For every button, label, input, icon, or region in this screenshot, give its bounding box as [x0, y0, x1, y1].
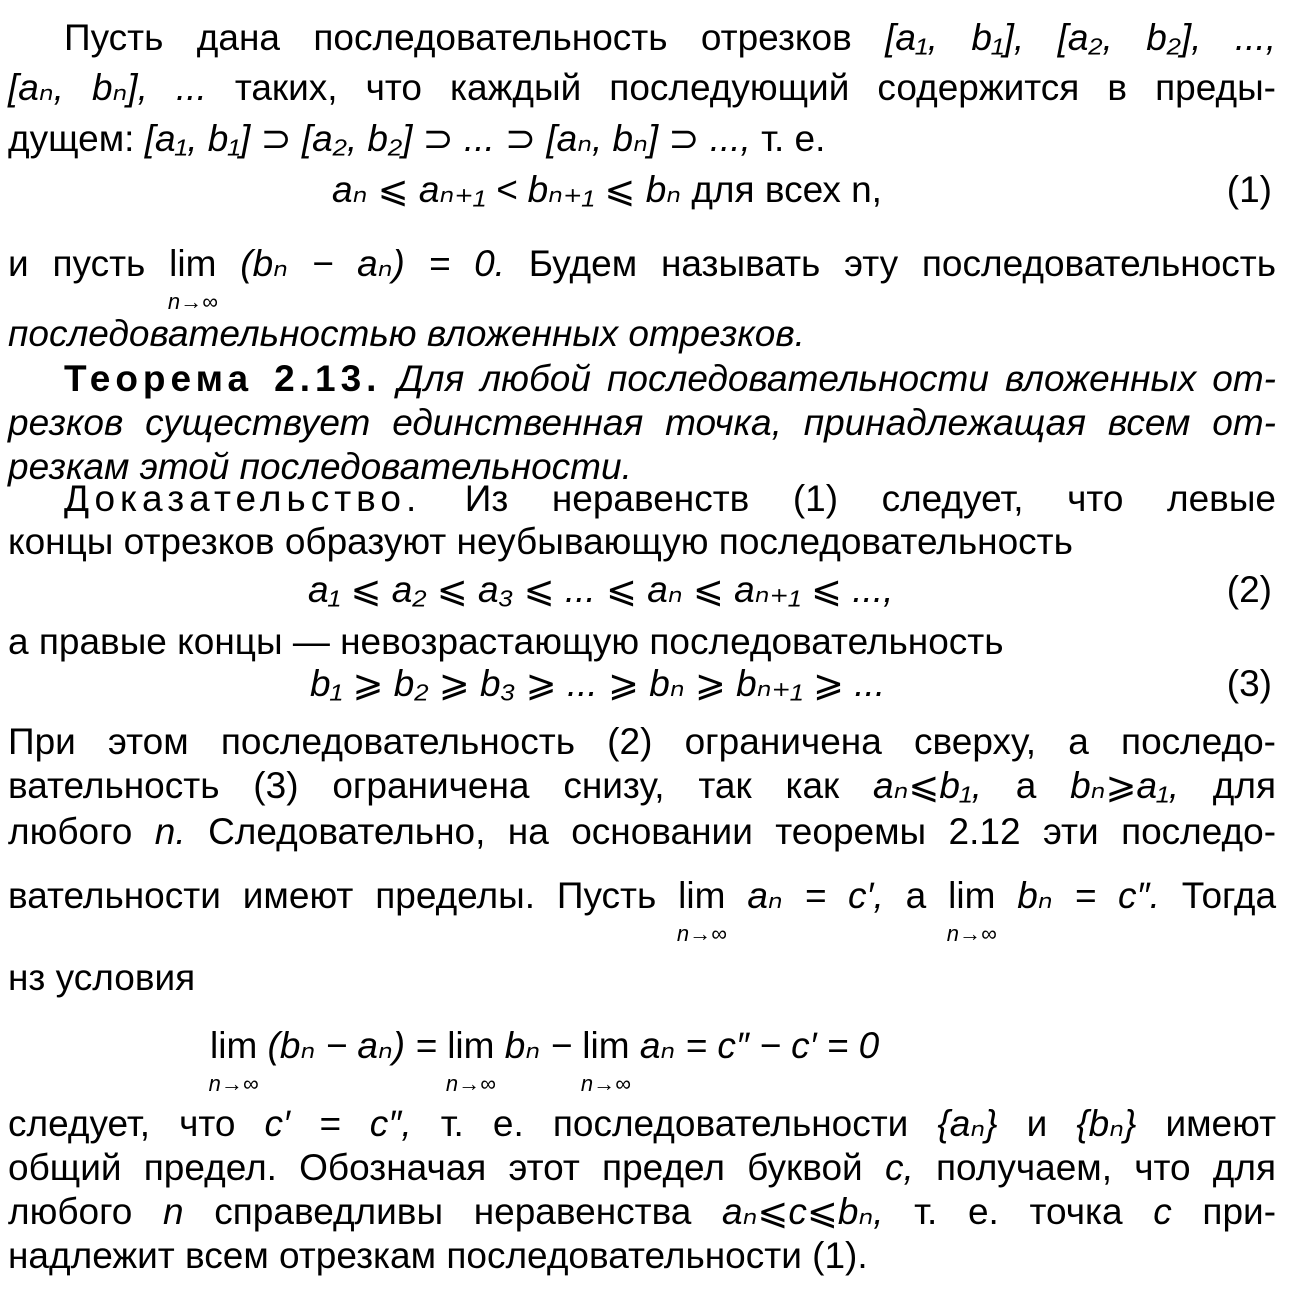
limit-operator: lim n→∞ [946, 875, 997, 946]
equation-1: aₙ ⩽ aₙ₊₁ < bₙ₊₁ ⩽ bₙ для всех n, [332, 169, 882, 210]
limit-operator: lim n→∞ [167, 243, 218, 314]
proof-label: Доказательство. [64, 478, 422, 519]
theorem-line: резков существует единственная точка, принадлежащая всем от- [8, 402, 1276, 443]
math-inline: c′ = c″, [264, 1103, 412, 1144]
limit-operator: lim n→∞ [580, 1025, 631, 1096]
limit-operator: lim n→∞ [676, 875, 727, 946]
theorem-label: Теорема 2.13. [64, 358, 382, 399]
theorem-line: Теорема 2.13. Для любой последовательности вложенных от- [64, 358, 1276, 399]
proof-line: надлежит всем отрезкам последовательности (1). [8, 1235, 868, 1276]
proof-line: любого n справедливы неравенства aₙ⩽c⩽bₙ, т. е. точка c при- [8, 1191, 1277, 1232]
proof-line: вательности имеют пределы. Пусть lim n→∞ aₙ = c′, а lim n→∞ bₙ = c″. Тогда [8, 875, 1277, 946]
equation-4: lim n→∞ (bₙ − aₙ) = lim n→∞ bₙ − lim n→∞ aₙ = c″ − c′ = 0 [208, 1025, 880, 1096]
limit-operator: lim n→∞ [208, 1025, 259, 1096]
text-line: Пусть дана последовательность отрезков [a₁, b₁], [a₂, b₂], ..., [64, 17, 1276, 58]
text-line: дущем: [a₁, b₁] ⊃ [a₂, b₂] ⊃ ... ⊃ [aₙ, bₙ] ⊃ ..., т. е. [8, 118, 826, 159]
math-inline: [a₁, b₁], [a₂, b₂], ..., [885, 17, 1276, 58]
math-inline: aₙ⩽b₁, [873, 765, 982, 806]
math-inline: (bₙ − aₙ) = 0. [240, 243, 505, 284]
math-inline: [a₁, b₁] ⊃ [a₂, b₂] ⊃ ... ⊃ [aₙ, bₙ] ⊃ ..., [144, 118, 751, 159]
text-line: [aₙ, bₙ], ... таких, что каждый последующий содержится в преды- [8, 67, 1276, 108]
proof-line: нз условия [8, 957, 196, 998]
math-inline: [aₙ, bₙ], ... [8, 67, 207, 108]
equation-number: (3) [1226, 663, 1272, 704]
equation-number: (2) [1226, 569, 1272, 610]
math-inline: bₙ = c″. [1017, 875, 1160, 916]
equation-3: b₁ ⩾ b₂ ⩾ b₃ ⩾ ... ⩾ bₙ ⩾ bₙ₊₁ ⩾ ... [310, 663, 886, 704]
proof-line: Доказательство. Из неравенств (1) следует, что левые [64, 478, 1276, 519]
math-inline: aₙ⩽c⩽bₙ, [722, 1191, 884, 1232]
proof-line: концы отрезков образуют неубывающую последовательность [8, 521, 1073, 562]
equation-2: a₁ ⩽ a₂ ⩽ a₃ ⩽ ... ⩽ aₙ ⩽ aₙ₊₁ ⩽ ..., [308, 569, 894, 610]
proof-line: следует, что c′ = c″, т. е. последовательности {aₙ} и {bₙ} имеют [8, 1103, 1277, 1144]
proof-line: любого n. Следовательно, на основании теоремы 2.12 эти последо- [8, 811, 1277, 852]
limit-operator: lim n→∞ [445, 1025, 496, 1096]
term-definition: последовательностью вложенных отрезков. [8, 313, 805, 354]
proof-line: общий предел. Обозначая этот предел буквой c, получаем, что для [8, 1147, 1277, 1188]
proof-line: При этом последовательность (2) ограничена сверху, а последо- [8, 721, 1276, 762]
proof-line: а правые концы — невозрастающую последовательность [8, 621, 1004, 662]
text-line: и пусть lim n→∞ (bₙ − aₙ) = 0. Будем называть эту последовательность [8, 243, 1277, 314]
equation-number: (1) [1226, 169, 1272, 210]
math-inline: bₙ⩾a₁, [1070, 765, 1179, 806]
proof-line: вательность (3) ограничена снизу, так как aₙ⩽b₁, а bₙ⩾a₁, для [8, 765, 1277, 806]
math-inline: aₙ = c′, [747, 875, 884, 916]
theorem-line: резкам этой последовательности. [8, 446, 632, 487]
math-inline: {aₙ} [937, 1103, 998, 1144]
math-inline: {bₙ} [1076, 1103, 1137, 1144]
